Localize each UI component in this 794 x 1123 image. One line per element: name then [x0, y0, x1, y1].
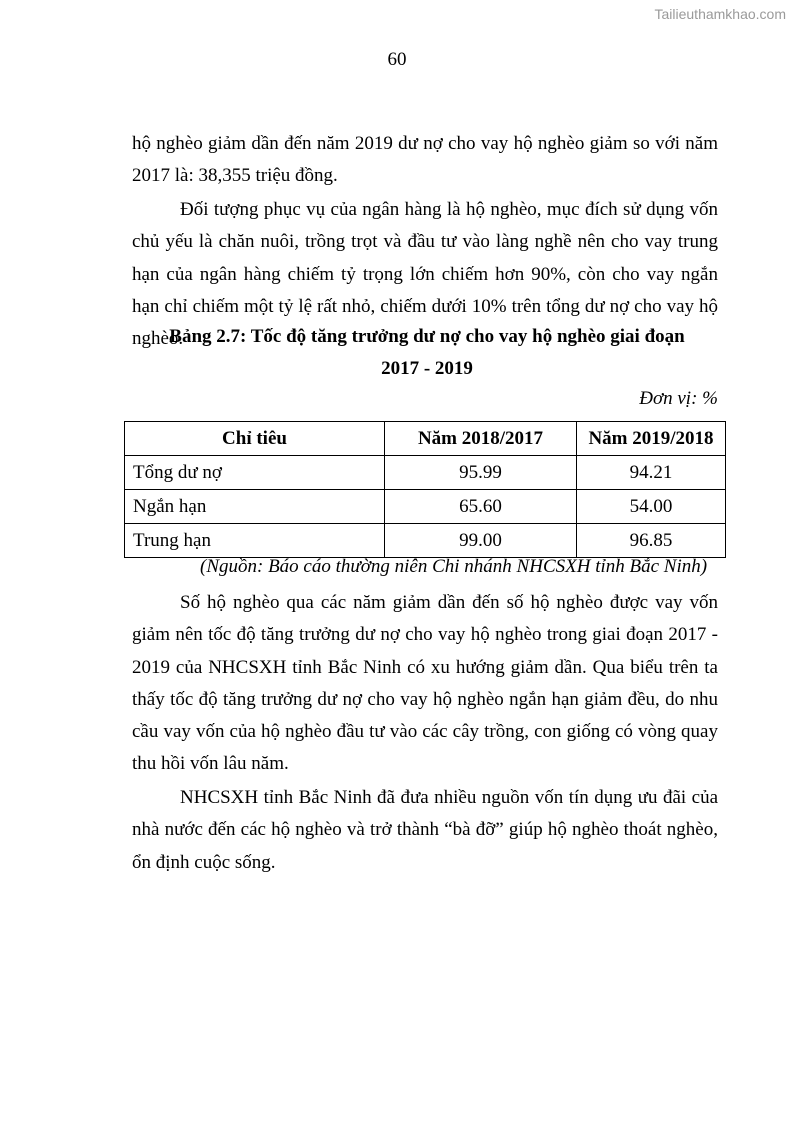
table-caption-title: Bảng 2.7: Tốc độ tăng trưởng dư nợ cho vay hộ nghèo giai đoạn: [169, 326, 685, 347]
cell-value: 99.00: [385, 524, 577, 558]
table-row: [125, 524, 726, 558]
row-label: Tổng dư nợ: [125, 456, 385, 490]
header-2019-2018: Năm 2019/2018: [577, 422, 726, 456]
row-label: Ngắn hạn: [125, 490, 385, 524]
table-row: [125, 490, 726, 524]
table-unit: Đơn vị: %: [639, 388, 718, 409]
table-row: [125, 456, 726, 490]
cell-value: 65.60: [385, 490, 577, 524]
paragraph-conclusion: NHCSXH tỉnh Bắc Ninh đã đưa nhiều nguồn vốn tín dụng ưu đãi của nhà nước đến các hộ nghèo và trở thành “bà đỡ” giúp hộ nghèo thoát nghèo, ổn định cuộc sống.: [132, 787, 718, 873]
table-header-row: [125, 422, 726, 456]
paragraph-analysis: Số hộ nghèo qua các năm giảm dần đến số hộ nghèo được vay vốn giảm nên tốc độ tăng trưởng dư nợ cho vay hộ nghèo trong giai đoạn 2017 - 2019 của NHCSXH tỉnh Bắc Ninh có xu hướng giảm dần. Qua biểu trên ta thấy tốc độ tăng trưởng dư nợ cho vay hộ nghèo ngắn hạn giảm đều, do nhu cầu vay vốn của hộ nghèo đầu tư vào các cây trồng, con giống có vòng quay thu hồi vốn lâu năm.: [132, 592, 718, 775]
page-number: 60: [387, 49, 407, 70]
paragraph-continuation: hộ nghèo giảm dần đến năm 2019 dư nợ cho vay hộ nghèo giảm so với năm 2017 là: 38,355 triệu đồng.: [132, 133, 718, 187]
table-caption-period: 2017 - 2019: [381, 358, 473, 379]
paragraph-loan-purpose: Đối tượng phục vụ của ngân hàng là hộ nghèo, mục đích sử dụng vốn chủ yếu là chăn nuôi, trồng trọt và đầu tư vào làng nghề nên cho vay trung hạn của ngân hàng chiếm tỷ trọng lớn chiếm hơn 90%, còn cho vay ngắn hạn chỉ chiếm một tỷ lệ rất nhỏ, chiếm dưới 10% trên tổng dư nợ cho vay hộ nghèo.: [132, 199, 718, 350]
cell-value: 94.21: [577, 456, 726, 490]
cell-value: 95.99: [385, 456, 577, 490]
growth-rate-table: [124, 421, 726, 558]
header-indicator: Chỉ tiêu: [125, 422, 385, 456]
header-2018-2017: Năm 2018/2017: [385, 422, 577, 456]
cell-value: 54.00: [577, 490, 726, 524]
row-label: Trung hạn: [125, 524, 385, 558]
cell-value: 96.85: [577, 524, 726, 558]
watermark: Tailieuthamkhao.com: [654, 6, 786, 22]
table-source: (Nguồn: Báo cáo thường niên Chi nhánh NHCSXH tỉnh Bắc Ninh): [200, 556, 708, 577]
